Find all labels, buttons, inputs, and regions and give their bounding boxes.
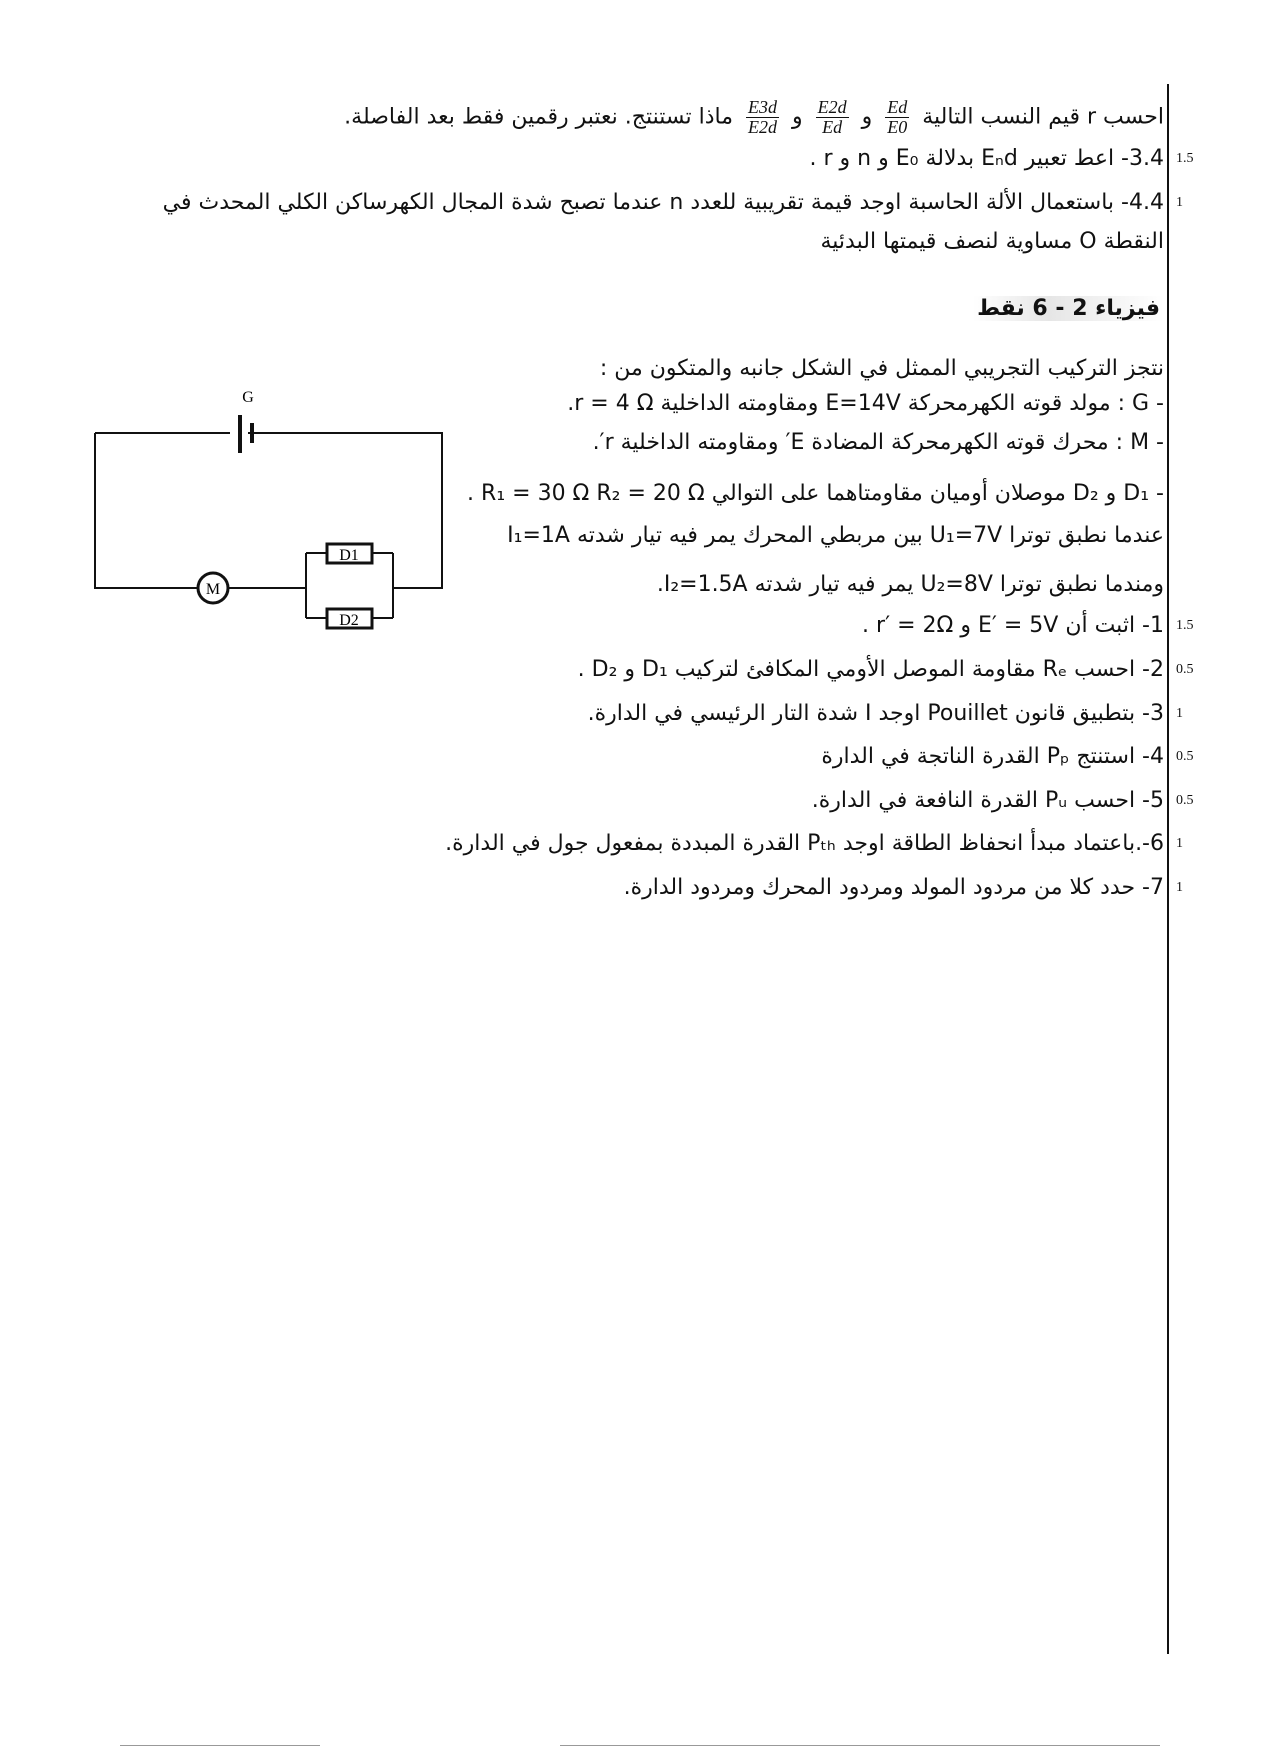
question-mark: 0.5 [1176,662,1194,677]
section-heading: فيزياء 2 - 6 نقط [973,296,1164,321]
component-item: عندما نطبق توترا U₁=7V بين مربطي المحرك يمر فيه تيار شدته I₁=1A [507,523,1164,548]
question-mark: 0.5 [1176,749,1194,764]
d2-label: D2 [339,612,359,629]
circuit-diagram [80,380,460,650]
denominator: Ed [822,117,843,137]
fraction-e2d-ed [816,98,849,137]
scan-artifact-line [560,1745,1160,1746]
question-mark: 1.5 [1176,618,1194,633]
and-word: و [792,104,803,130]
ratio-text-end: ماذا تستنتج. نعتبر رقمين فقط بعد الفاصلة. [344,104,733,130]
mark-4-4: 1 [1176,195,1183,210]
question-mark: 0.5 [1176,793,1194,808]
question-4-4-line1: 4.4- باستعمال الألة الحاسبة اوجد قيمة تقريبية للعدد n عندما تصبح شدة المجال الكهرساكن الكلي المحدث في [162,190,1164,215]
ratio-question [344,98,1164,137]
question-item: 3- بتطبيق قانون Pouillet اوجد I شدة التار الرئيسي في الدارة. [587,701,1164,726]
denominator: E2d [748,117,777,137]
question-4-4-line2: النقطة O مساوية لنصف قيمتها البدئية [820,229,1164,254]
fraction-e3d-e2d [746,98,779,137]
numerator: E2d [817,97,847,117]
motor-label: M [205,581,221,598]
scan-artifact-line [120,1745,320,1746]
question-item: 4- استنتج Pₚ القدرة الناتجة في الدارة [821,744,1164,769]
question-mark: 1 [1176,836,1183,851]
question-3-4: 3.4- اعط تعبير Eₙd بدلالة E₀ و n و r . [809,146,1164,171]
mark-3-4: 1.5 [1176,151,1194,166]
component-item: ومندما نطبق توترا U₂=8V يمر فيه تيار شدته I₂=1.5A. [656,572,1164,597]
question-mark: 1 [1176,880,1183,895]
question-item: 1- اثبت أن E′ = 5V و r′ = 2Ω . [862,613,1164,638]
denominator: E0 [887,117,908,137]
circuit-wires [95,433,442,588]
component-item: - G : مولد قوته الكهرمحركة E=14V ومقاومته الداخلية r = 4 Ω. [567,391,1164,416]
question-item: 2- احسب Rₑ مقاومة الموصل الأومي المكافئ لتركيب D₁ و D₂ . [577,657,1164,682]
question-item: 6-.باعتماد مبدأ انحفاظ الطاقة اوجد Pₜₕ القدرة المبددة بمفعول جول في الدارة. [445,831,1164,856]
margin-rule [1167,84,1169,1654]
question-mark: 1 [1176,706,1183,721]
ratio-text-start: احسب r قيم النسب التالية [922,104,1164,130]
numerator: Ed [887,97,908,117]
generator-label: G [242,389,254,406]
d1-label: D1 [339,547,359,564]
fraction-ed-e0 [885,98,909,137]
intro-text: نتجز التركيب التجريبي الممثل في الشكل جانبه والمتكون من : [599,356,1164,381]
and-word: و [861,104,873,130]
component-item: - D₁ و D₂ موصلان أوميان مقاومتاهما على التوالي R₁ = 30 Ω R₂ = 20 Ω . [467,481,1164,506]
question-item: 7- حدد كلا من مردود المولد ومردود المحرك ومردود الدارة. [623,875,1164,900]
component-item: - M : محرك قوته الكهرمحركة المضادة E′ ومقاومته الداخلية r′. [592,430,1164,455]
numerator: E3d [748,97,777,117]
question-item: 5- احسب Pᵤ القدرة النافعة في الدارة. [811,788,1164,813]
